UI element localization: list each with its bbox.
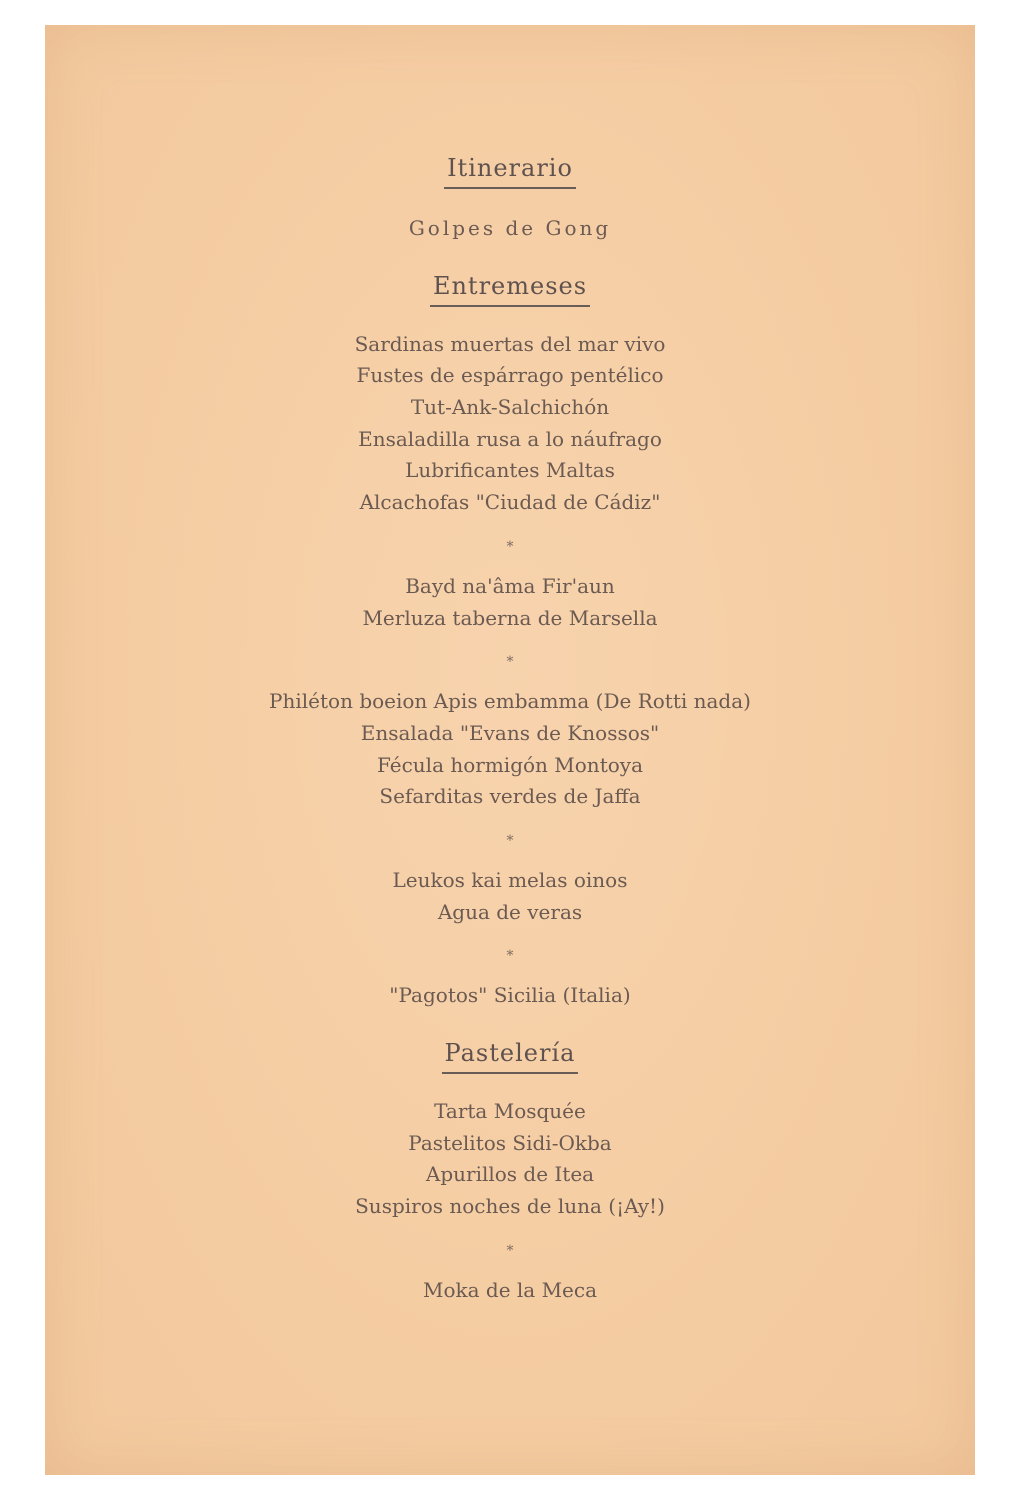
menu-item: Bayd na'âma Fir'aun bbox=[405, 573, 615, 598]
group-2-list bbox=[45, 571, 975, 634]
entremeses-list bbox=[45, 329, 975, 519]
menu-item: Ensalada "Evans de Knossos" bbox=[360, 720, 660, 745]
menu-item: Leukos kai melas oinos bbox=[392, 867, 628, 892]
separator-star: * bbox=[506, 948, 514, 965]
menu-item: Fustes de espárrago pentélico bbox=[356, 363, 664, 388]
closing-line: Moka de la Meca bbox=[422, 1277, 598, 1302]
menu-item: Apurillos de Itea bbox=[425, 1162, 595, 1187]
pasteleria-list bbox=[45, 1096, 975, 1223]
opening-line: Golpes de Gong bbox=[408, 216, 612, 240]
menu-item: Lubrificantes Maltas bbox=[405, 458, 615, 483]
separator-star: * bbox=[506, 1242, 514, 1259]
separator-star: * bbox=[506, 832, 514, 849]
menu-item: Suspiros noches de luna (¡Ay!) bbox=[355, 1194, 665, 1219]
menu-title: Itinerario bbox=[444, 153, 576, 189]
menu-item: Ensaladilla rusa a lo náufrago bbox=[358, 426, 662, 451]
separator-star: * bbox=[506, 538, 514, 555]
menu-item: Agua de veras bbox=[437, 899, 583, 924]
entremeses-heading: Entremeses bbox=[430, 271, 590, 307]
menu-item: Philéton boeion Apis embamma (De Rotti nada) bbox=[269, 689, 751, 714]
menu-item: Tarta Mosquée bbox=[434, 1099, 586, 1123]
separator-star: * bbox=[506, 654, 514, 671]
menu-item: Merluza taberna de Marsella bbox=[362, 605, 658, 630]
menu-item: Pastelitos Sidi-Okba bbox=[408, 1130, 612, 1155]
group-3-list bbox=[45, 686, 975, 813]
menu-page bbox=[45, 25, 975, 1475]
menu-item: Fécula hormigón Montoya bbox=[376, 752, 643, 777]
menu-item: Sardinas muertas del mar vivo bbox=[354, 331, 666, 356]
menu-item: Sefarditas verdes de Jaffa bbox=[379, 784, 641, 809]
group-5-list bbox=[45, 980, 975, 1012]
menu-item: Tut-Ank-Salchichón bbox=[410, 395, 610, 420]
group-4-list bbox=[45, 865, 975, 928]
menu-content bbox=[45, 153, 975, 1306]
menu-item: Alcachofas "Ciudad de Cádiz" bbox=[359, 490, 661, 515]
menu-item: "Pagotos" Sicilia (Italia) bbox=[389, 983, 631, 1008]
pasteleria-heading: Pastelería bbox=[442, 1038, 579, 1074]
